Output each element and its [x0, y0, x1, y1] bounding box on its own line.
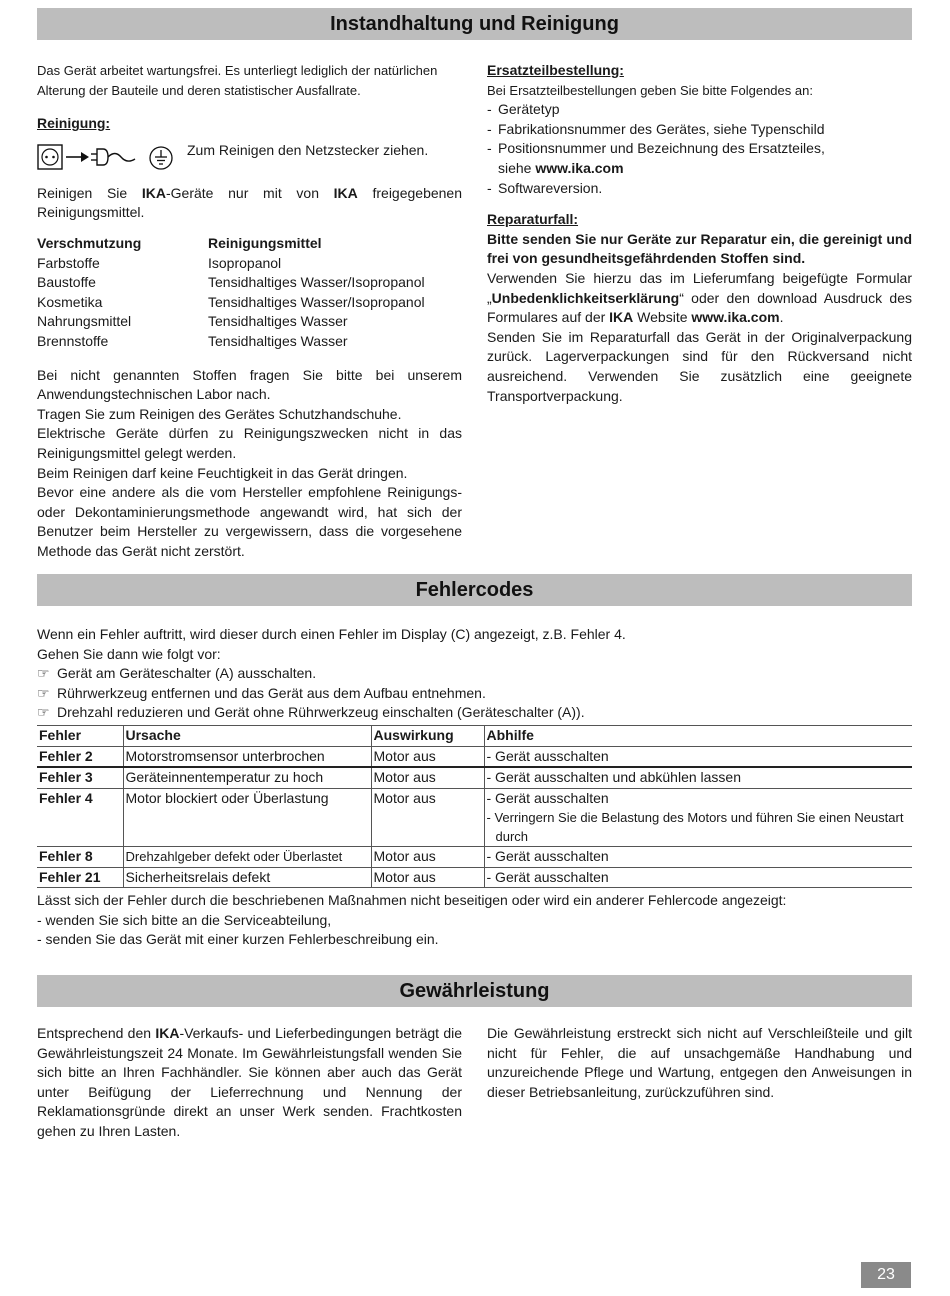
errors-intro-line: Wenn ein Fehler auftritt, wird dieser durch einen Fehler im Display (C) angezeigt, z.B. Fehler 4.	[37, 626, 626, 642]
table-row: Fehler 21 Sicherheitsrelais defekt Motor aus - Gerät ausschalten	[37, 867, 912, 888]
repair-warning: Bitte senden Sie nur Geräte zur Reparatur ein, die gereinigt und frei von gesundheitsgefährdenden Stoffen sind.	[487, 230, 912, 267]
errors-followup-line: - wenden Sie sich bitte an die Serviceabteilung,	[37, 911, 332, 928]
error-step: ☞ Drehzahl reduzieren und Gerät ohne Rührwerkzeug einschalten (Geräteschalter (A)).	[37, 703, 912, 723]
pointing-hand-icon: ☞	[37, 665, 50, 682]
maintenance-notes	[37, 366, 462, 562]
unplug-row	[37, 142, 462, 180]
errors-followup-line: - senden Sie das Gerät mit einer kurzen Fehlerbeschreibung ein.	[37, 931, 439, 948]
spare-item: - Fabrikationsnummer des Gerätes, siehe Typenschild	[487, 120, 825, 137]
cleaning-table-row: Kosmetika Tensidhaltiges Wasser/Isopropanol	[37, 293, 425, 310]
note-immersion: Elektrische Geräte dürfen zu Reinigungszwecken nicht in das Reinigungsmittel gelegt werden.	[37, 425, 462, 461]
cleaning-heading: Reinigung:	[37, 115, 111, 132]
errors-intro-line: Gehen Sie dann wie folgt vor:	[37, 645, 221, 662]
section-title-maintenance: Instandhaltung und Reinigung	[37, 8, 912, 40]
spare-item: - Softwareversion.	[487, 179, 603, 196]
spare-parts-intro: Bei Ersatzteilbestellungen geben Sie bitte Folgendes an:	[487, 82, 813, 98]
pointing-hand-icon: ☞	[37, 684, 50, 701]
errors-followup-line: Lässt sich der Fehler durch die beschriebenen Maßnahmen nicht beseitigen oder wird ein anderer Fehlercode angezeigt:	[37, 892, 787, 908]
table-row: Fehler 2 Motorstromsensor unterbrochen Motor aus - Gerät ausschalten	[37, 746, 912, 767]
warranty-right	[487, 1024, 912, 1102]
spare-item: - Positionsnummer und Bezeichnung des Ersatzteiles, siehe www.ika.com	[487, 140, 825, 176]
spare-parts-heading: Ersatzteilbestellung:	[487, 62, 624, 78]
spare-item: - Gerätetyp	[487, 101, 560, 118]
maintenance-intro: Das Gerät arbeitet wartungsfrei. Es unterliegt lediglich der natürlichen Alterung der Bauteile und deren statistischer Ausfallrate.	[37, 63, 438, 98]
unplug-text: Zum Reinigen den Netzstecker ziehen.	[187, 141, 429, 158]
cleaning-table	[37, 234, 462, 352]
cleaning-table-row: Brennstoffe Tensidhaltiges Wasser	[37, 332, 348, 349]
section-title-errors: Fehlercodes	[37, 574, 912, 606]
section-title-warranty: Gewährleistung	[37, 975, 912, 1007]
note-moisture: Beim Reinigen darf keine Feuchtigkeit in das Gerät dringen.	[37, 464, 408, 481]
error-step: ☞ Rührwerkzeug entfernen und das Gerät aus dem Aufbau entnehmen.	[37, 684, 912, 704]
repair-heading: Reparaturfall:	[487, 211, 579, 228]
warranty-terms: Entsprechend den IKA-Verkaufs- und Lieferbedingungen beträgt die Gewährleistungszeit 24 Monate. Im Gewährleistungsfall wenden Sie sich bitte an Ihren Fachhändler. Sie können aber auch das Gerät unter Beifügung der Lieferrechnung und Nennung der Reklamationsgründe direkt an unser Werk senden. Frachtkosten gehen zu Ihren Lasten.	[37, 1025, 463, 1139]
table-row: Fehler 8 Drehzahlgeber defekt oder Überlastet Motor aus - Gerät ausschalten	[37, 847, 912, 868]
service-column	[487, 61, 912, 406]
cleaning-table-row: Baustoffe Tensidhaltiges Wasser/Isopropanol	[37, 274, 425, 291]
repair-form-note: Verwenden Sie hierzu das im Lieferumfang beigefügte Formular „Unbedenklichkeitserklärung“ oder den download Ausdruck des Formulares auf der IKA Website www.ika.com.	[487, 269, 912, 326]
cleaning-table-row: Farbstoffe Isopropanol	[37, 254, 282, 271]
errors-followup	[37, 891, 912, 950]
error-table-header: Fehler Ursache Auswirkung Abhilfe	[37, 726, 912, 747]
maintenance-column	[37, 61, 462, 561]
note-decontamination: Bevor eine andere als die vom Hersteller empfohlene Reinigungs- oder Dekontaminierungsmethode angewandt wird, hat sich der Benutzer beim Hersteller zu vergewissern, dass die vorgesehene Methode das Gerät nicht zerstört.	[37, 484, 462, 559]
note-lab: Bei nicht genannten Stoffen fragen Sie bitte bei unserem Anwendungstechnischen Labor nach.	[37, 366, 462, 403]
warranty-left	[37, 1024, 462, 1142]
warranty-exclusions: Die Gewährleistung erstreckt sich nicht auf Verschleißteile und gilt nicht für Fehler, die auf unsachgemäße Handhabung und unzureichende Pflege und Wartung, entgegen den Anweisungen in dieser Betriebsanleitung, zurückzuführen sind.	[487, 1025, 912, 1100]
errors-intro	[37, 625, 912, 723]
error-step: ☞ Gerät am Geräteschalter (A) ausschalten.	[37, 664, 912, 684]
ika-link: www.ika.com	[535, 159, 624, 176]
page-number: 23	[861, 1262, 911, 1288]
repair-packaging-note: Senden Sie im Reparaturfall das Gerät in der Originalverpackung zurück. Lagerverpackungen sind für den Rückversand nicht ausreichend. Verwenden Sie zusätzlich eine geeignete Transportverpackung.	[487, 328, 912, 404]
unplug-icon	[37, 142, 179, 172]
note-gloves: Tragen Sie zum Reinigen des Gerätes Schutzhandschuhe.	[37, 405, 402, 422]
table-row: Fehler 3 Geräteinnentemperatur zu hoch Motor aus - Gerät ausschalten und abkühlen lassen	[37, 767, 912, 788]
error-table	[37, 725, 912, 888]
cleaning-table-header: Verschmutzung Reinigungsmittel	[37, 234, 322, 251]
cleaning-agent-note: Reinigen Sie IKA-Geräte nur mit von IKA freigegebenen Reinigungsmittel.	[37, 184, 463, 221]
pointing-hand-icon: ☞	[37, 704, 50, 721]
table-row: Fehler 4 Motor blockiert oder Überlastung Motor aus - Gerät ausschalten - Verringern Sie die Belastung des Motors und führen Sie einen Neustart durch	[37, 788, 912, 847]
cleaning-table-row: Nahrungsmittel Tensidhaltiges Wasser	[37, 313, 348, 330]
